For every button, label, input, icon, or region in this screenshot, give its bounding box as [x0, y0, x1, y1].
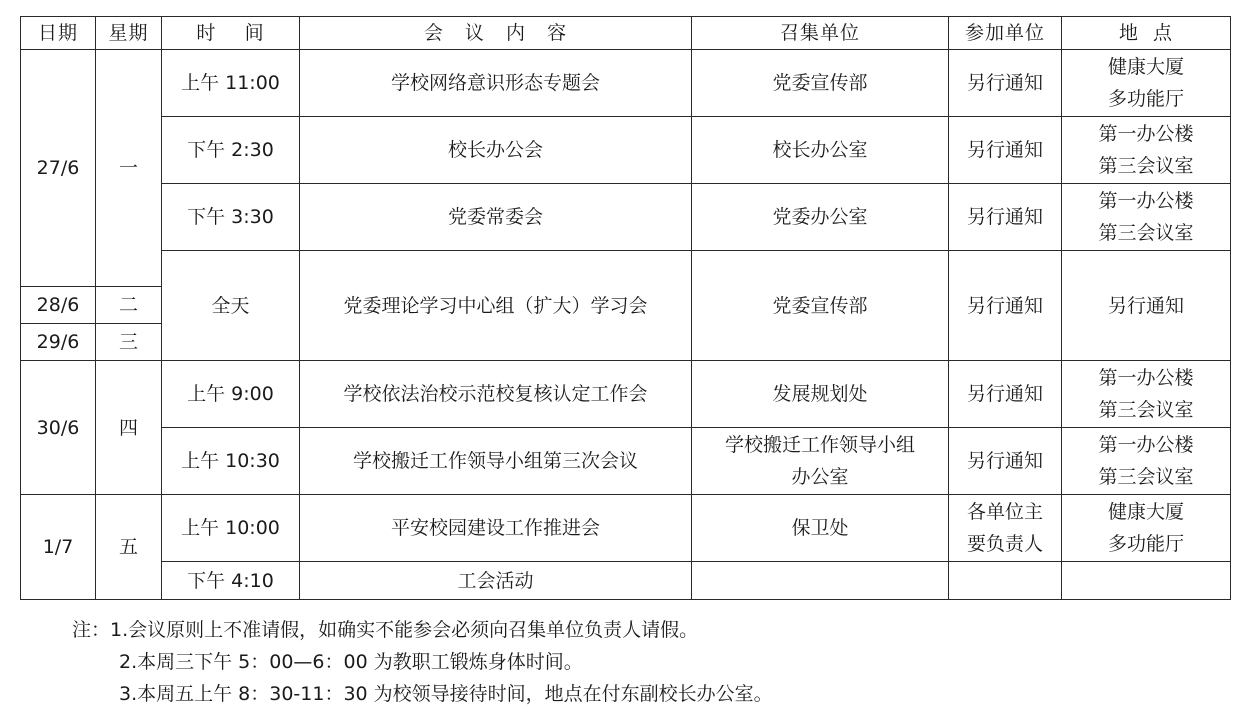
header-convener: 召集单位 [692, 17, 949, 50]
participants-cell [949, 495, 1062, 562]
participants-line: 各单位主 [966, 501, 1043, 523]
location-cell [1062, 361, 1231, 428]
time-cell: 上午 10:30 [162, 428, 300, 495]
content-cell: 学校网络意识形态专题会 [300, 50, 692, 117]
location-line: 健康大厦 [1107, 56, 1184, 78]
convener-cell: 保卫处 [692, 495, 949, 562]
table-row [21, 495, 1231, 562]
convener-cell: 校长办公室 [692, 117, 949, 184]
table-row [21, 117, 1231, 184]
location-line: 健康大厦 [1107, 501, 1184, 523]
convener-cell: 发展规划处 [692, 361, 949, 428]
location-line: 第一办公楼 [1098, 367, 1194, 389]
table-row [21, 428, 1231, 495]
convener-cell [692, 428, 949, 495]
time-cell: 上午 9:00 [162, 361, 300, 428]
location-cell [1062, 428, 1231, 495]
date-cell: 27/6 [21, 50, 96, 287]
location-cell [1062, 495, 1231, 562]
weekday-cell: 五 [96, 495, 162, 600]
participants-cell: 另行通知 [949, 184, 1062, 251]
header-row [21, 17, 1231, 50]
location-line: 第三会议室 [1098, 399, 1194, 421]
location-line: 多功能厅 [1107, 88, 1184, 110]
participants-cell: 另行通知 [949, 428, 1062, 495]
time-cell: 下午 4:10 [162, 562, 300, 600]
table-row [21, 562, 1231, 600]
location-line: 多功能厅 [1107, 533, 1184, 555]
weekday-cell: 一 [96, 50, 162, 287]
time-cell: 下午 2:30 [162, 117, 300, 184]
convener-cell: 党委宣传部 [692, 50, 949, 117]
header-date: 日期 [21, 17, 96, 50]
location-cell [1062, 184, 1231, 251]
convener-line: 学校搬迁工作领导小组 [724, 434, 915, 456]
date-cell: 1/7 [21, 495, 96, 600]
content-cell: 工会活动 [300, 562, 692, 600]
participants-cell [949, 562, 1062, 600]
location-line: 第三会议室 [1098, 466, 1194, 488]
time-cell: 全天 [162, 251, 300, 361]
header-location: 地 点 [1062, 17, 1231, 50]
weekday-cell: 四 [96, 361, 162, 495]
location-cell [1062, 50, 1231, 117]
date-cell: 30/6 [21, 361, 96, 495]
location-line: 第一办公楼 [1098, 190, 1194, 212]
participants-cell: 另行通知 [949, 361, 1062, 428]
convener-cell [692, 562, 949, 600]
participants-cell: 另行通知 [949, 117, 1062, 184]
location-line: 第三会议室 [1098, 222, 1194, 244]
location-line: 第一办公楼 [1098, 434, 1194, 456]
location-cell [1062, 562, 1231, 600]
location-cell [1062, 117, 1231, 184]
content-cell: 学校搬迁工作领导小组第三次会议 [300, 428, 692, 495]
header-participants: 参加单位 [949, 17, 1062, 50]
note-line: 3.本周五上午 8：30-11：30 为校领导接待时间，地点在付东副校长办公室。 [119, 683, 773, 705]
convener-cell: 党委宣传部 [692, 251, 949, 361]
notes-section [72, 614, 773, 710]
note-line: 注：1.会议原则上不准请假，如确实不能参会必须向召集单位负责人请假。 [72, 619, 699, 641]
header-content: 会 议 内 容 [300, 17, 692, 50]
location-line: 第三会议室 [1098, 155, 1194, 177]
table-row [21, 50, 1231, 117]
date-cell: 29/6 [21, 324, 96, 361]
time-cell: 下午 3:30 [162, 184, 300, 251]
date-cell: 28/6 [21, 287, 96, 324]
time-cell: 上午 11:00 [162, 50, 300, 117]
convener-line: 办公室 [791, 466, 849, 488]
location-cell: 另行通知 [1062, 251, 1231, 361]
meeting-schedule-table [20, 16, 1231, 600]
table-row [21, 251, 1231, 287]
content-cell: 校长办公会 [300, 117, 692, 184]
header-time: 时 间 [162, 17, 300, 50]
participants-line: 要负责人 [966, 533, 1043, 555]
table-row [21, 361, 1231, 428]
location-line: 第一办公楼 [1098, 123, 1194, 145]
weekday-cell: 三 [96, 324, 162, 361]
weekday-cell: 二 [96, 287, 162, 324]
content-cell: 党委理论学习中心组（扩大）学习会 [300, 251, 692, 361]
content-cell: 党委常委会 [300, 184, 692, 251]
note-line: 2.本周三下午 5：00—6：00 为教职工锻炼身体时间。 [119, 651, 583, 673]
convener-cell: 党委办公室 [692, 184, 949, 251]
table-row [21, 184, 1231, 251]
header-weekday: 星期 [96, 17, 162, 50]
content-cell: 平安校园建设工作推进会 [300, 495, 692, 562]
participants-cell: 另行通知 [949, 251, 1062, 361]
content-cell: 学校依法治校示范校复核认定工作会 [300, 361, 692, 428]
participants-cell: 另行通知 [949, 50, 1062, 117]
time-cell: 上午 10:00 [162, 495, 300, 562]
